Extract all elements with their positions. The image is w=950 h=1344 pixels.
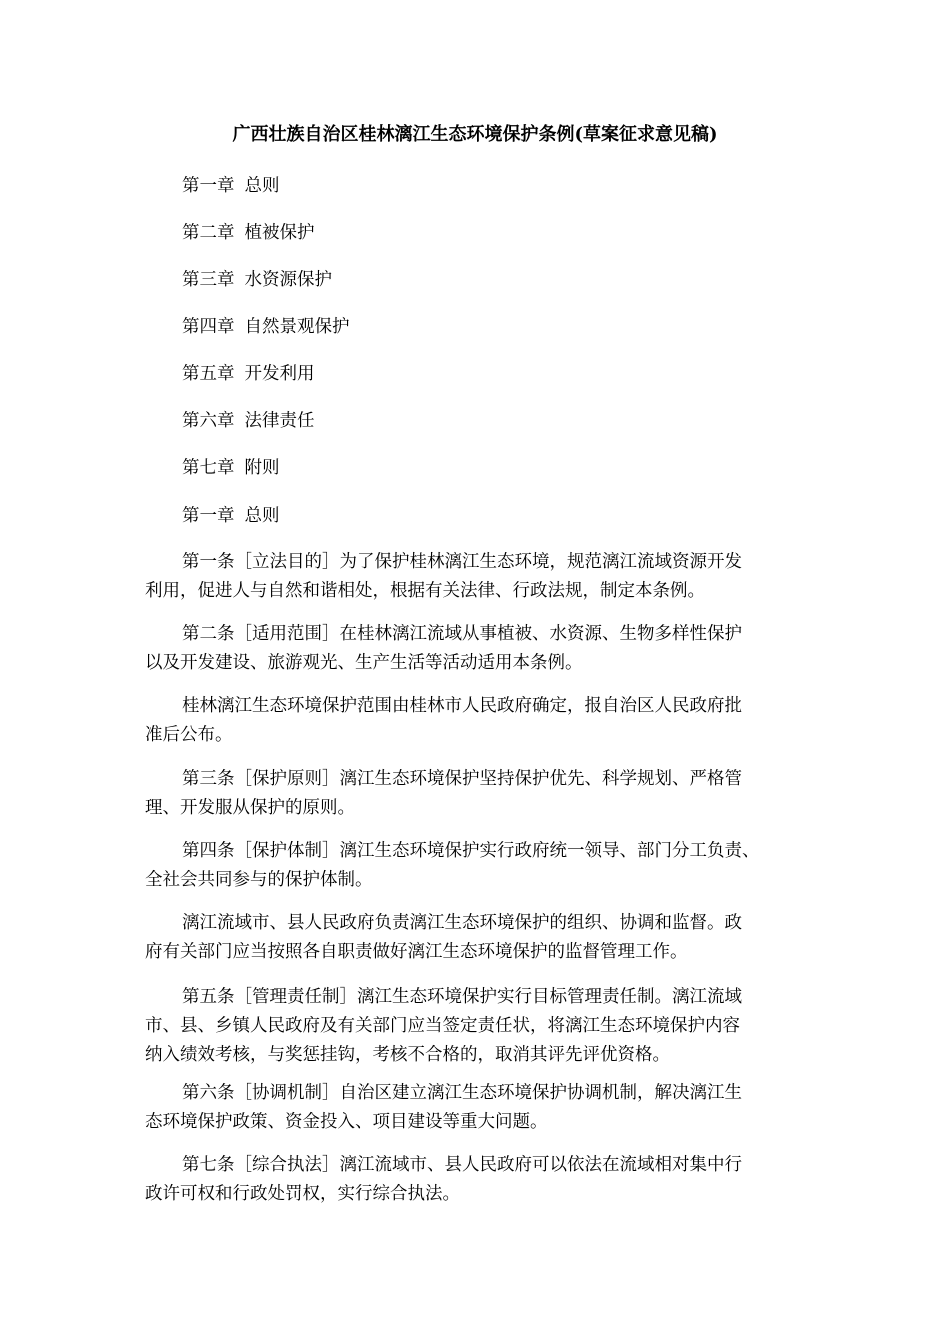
toc-item-name: 法律责任 (244, 411, 315, 431)
paragraph-line: 政许可权和行政处罚权，实行综合执法。 (145, 1184, 460, 1204)
chapter-number: 第一章 (182, 506, 235, 526)
paragraph-line: 第三条［保护原则］漓江生态环境保护坚持保护优先、科学规划、严格管 (182, 769, 742, 789)
paragraph-line: 利用，促进人与自然和谐相处，根据有关法律、行政法规，制定本条例。 (145, 581, 705, 601)
toc-item (182, 174, 280, 198)
toc-item (182, 315, 350, 339)
paragraph-line: 理、开发服从保护的原则。 (145, 798, 355, 818)
toc-item-number: 第二章 (182, 223, 235, 243)
article-paragraph (145, 909, 807, 967)
toc-item-number: 第一章 (182, 176, 235, 196)
paragraph-line: 第五条［管理责任制］漓江生态环境保护实行目标管理责任制。漓江流域 (182, 987, 742, 1007)
toc-item-name: 植被保护 (244, 223, 315, 243)
paragraph-line: 第七条［综合执法］漓江流域市、县人民政府可以依法在流域相对集中行 (182, 1155, 742, 1175)
toc-item-name: 开发利用 (244, 364, 315, 384)
toc-item-number: 第七章 (182, 458, 235, 478)
toc-item-number: 第五章 (182, 364, 235, 384)
toc-item (182, 268, 332, 292)
paragraph-line: 第一条［立法目的］为了保护桂林漓江生态环境，规范漓江流域资源开发 (182, 552, 742, 572)
paragraph-line: 桂林漓江生态环境保护范围由桂林市人民政府确定，报自治区人民政府批 (182, 696, 742, 716)
paragraph-line: 第四条［保护体制］漓江生态环境保护实行政府统一领导、部门分工负责、 (182, 841, 760, 861)
article-paragraph (145, 1079, 807, 1137)
paragraph-line: 第六条［协调机制］自治区建立漓江生态环境保护协调机制，解决漓江生 (182, 1083, 742, 1103)
toc-item-name: 水资源保护 (244, 270, 332, 290)
toc-item-number: 第六章 (182, 411, 235, 431)
toc-item-number: 第三章 (182, 270, 235, 290)
paragraph-line: 全社会共同参与的保护体制。 (145, 870, 373, 890)
article-paragraph (145, 837, 807, 895)
paragraph-line: 市、县、乡镇人民政府及有关部门应当签定责任状，将漓江生态环境保护内容 (145, 1016, 740, 1036)
toc-item-name: 附则 (244, 458, 280, 478)
article-paragraph (145, 765, 807, 823)
toc-item-name: 自然景观保护 (244, 317, 350, 337)
paragraph-line: 纳入绩效考核，与奖惩挂钩，考核不合格的，取消其评先评优资格。 (145, 1045, 670, 1065)
paragraph-line: 准后公布。 (145, 725, 233, 745)
article-paragraph (145, 983, 807, 1070)
article-paragraph (145, 692, 807, 750)
chapter-name: 总则 (244, 506, 280, 526)
paragraph-line: 第二条［适用范围］在桂林漓江流域从事植被、水资源、生物多样性保护 (182, 624, 742, 644)
toc-item-number: 第四章 (182, 317, 235, 337)
chapter-heading (182, 504, 280, 528)
article-paragraph (145, 1151, 807, 1209)
paragraph-line: 府有关部门应当按照各自职责做好漓江生态环境保护的监督管理工作。 (145, 942, 688, 962)
toc-item (182, 221, 315, 245)
paragraph-line: 态环境保护政策、资金投入、项目建设等重大问题。 (145, 1112, 548, 1132)
document-title: 广西壮族自治区桂林漓江生态环境保护条例(草案征求意见稿) (232, 124, 718, 145)
paragraph-line: 漓江流域市、县人民政府负责漓江生态环境保护的组织、协调和监督。政 (182, 913, 742, 933)
article-paragraph (145, 620, 807, 678)
toc-item (182, 362, 315, 386)
toc-item (182, 409, 315, 433)
article-paragraph (145, 548, 807, 606)
paragraph-line: 以及开发建设、旅游观光、生产生活等活动适用本条例。 (145, 653, 583, 673)
toc-item (182, 456, 280, 480)
toc-item-name: 总则 (244, 176, 280, 196)
